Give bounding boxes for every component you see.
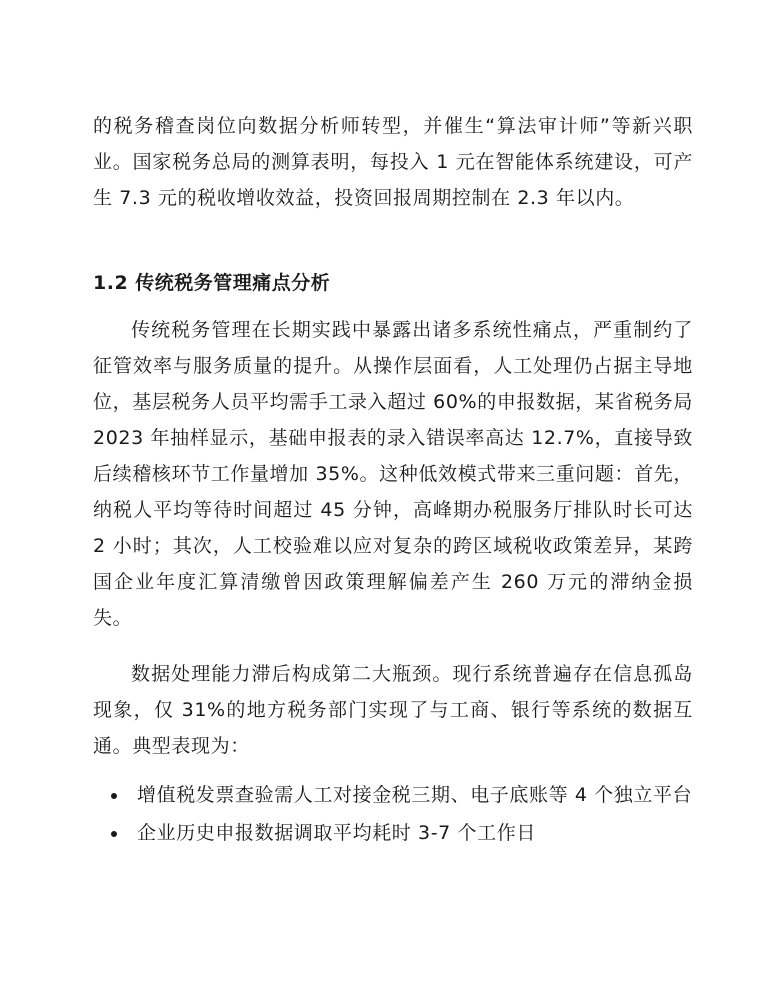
body-paragraph-intro: 的税务稽查岗位向数据分析师转型，并催生“算法审计师”等新兴职业。国家税务总局的测算表明，每投入 1 元在智能体系统建设，可产生 7.3 元的税收增收效益，投资回报周期控制在 2.3 年以内。 xyxy=(93,115,693,209)
bullet-list xyxy=(93,780,703,856)
bullet-dot-icon xyxy=(111,831,117,837)
body-paragraph-pain-points: 传统税务管理在长期实践中暴露出诸多系统性痛点，严重制约了征管效率与服务质量的提升。从操作层面看，人工处理仍占据主导地位，基层税务人员平均需手工录入超过 60%的申报数据，某省税务局 2023 年抽样显示，基础申报表的录入错误率高达 12.7%，直接导致后续稽核环节工作量增加 35%。这种低效模式带来三重问题：首先，纳税人平均等待时间超过 45 分钟，高峰期办税服务厅排队时长可达 2 小时；其次，人工校验难以应对复杂的跨区域税收政策差异，某跨国企业年度汇算清缴曾因政策理解偏差产生 260 万元的滞纳金损失。 xyxy=(93,319,693,629)
list-item xyxy=(93,818,703,848)
body-paragraph-data-bottleneck: 数据处理能力滞后构成第二大瓶颈。现行系统普遍存在信息孤岛现象，仅 31%的地方税务部门实现了与工商、银行等系统的数据互通。典型表现为： xyxy=(93,663,693,757)
bullet-dot-icon xyxy=(111,793,117,799)
list-item-text: 增值税发票查验需人工对接金税三期、电子底账等 4 个独立平台 xyxy=(137,784,693,806)
list-item-text: 企业历史申报数据调取平均耗时 3-7 个工作日 xyxy=(137,822,536,844)
section-heading: 1.2 传统税务管理痛点分析 xyxy=(93,272,331,294)
list-item xyxy=(93,780,703,810)
